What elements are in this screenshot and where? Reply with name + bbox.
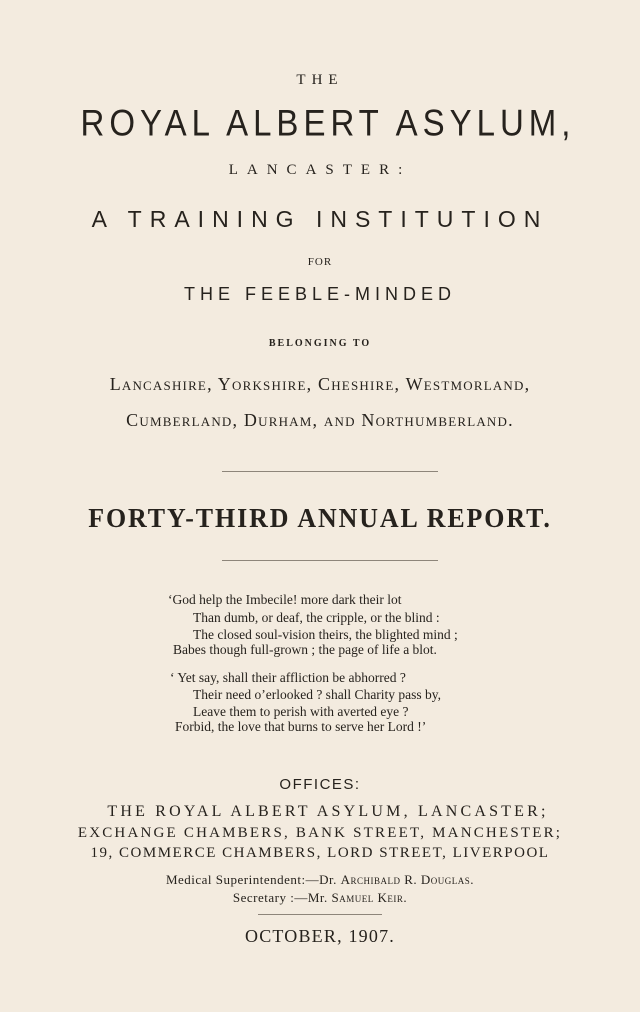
poem-line: Forbid, the love that burns to serve her Lord !’ [175, 719, 427, 734]
secretary-name: Samuel Keir. [331, 890, 408, 905]
asylum-location: LANCASTER: [228, 162, 412, 178]
office-address-1: THE ROYAL ALBERT ASYLUM, LANCASTER; [107, 803, 549, 820]
for-text: FOR [307, 256, 333, 268]
poem-line: Their need o’erlooked ? shall Charity pass by, [193, 687, 442, 702]
title-the: THE [296, 72, 344, 88]
medical-superintendent [0, 872, 640, 888]
asylum-name: ROYAL ALBERT ASYLUM, [80, 101, 576, 144]
report-title: FORTY-THIRD ANNUAL REPORT. [88, 503, 552, 533]
divider-rule [222, 560, 438, 561]
institution-title: A TRAINING INSTITUTION [91, 206, 549, 232]
report-date: OCTOBER, 1907. [245, 926, 395, 946]
poem-line: Leave them to perish with averted eye ? [193, 704, 409, 719]
poem-line: Than dumb, or deaf, the cripple, or the blind : [193, 610, 440, 625]
counties-line-2: Cumberland, Durham, and Northumberland. [126, 410, 514, 430]
counties-line-1: Lancashire, Yorkshire, Cheshire, Westmorland, [109, 374, 531, 394]
office-address-2: EXCHANGE CHAMBERS, BANK STREET, MANCHESTER; [77, 825, 563, 841]
belonging-to-text: BELONGING TO [268, 338, 372, 349]
divider-rule [258, 914, 382, 915]
poem-line: ‘ Yet say, shall their affliction be abhorred ? [170, 670, 406, 685]
secretary-label: Secretary :—Mr. [232, 890, 332, 905]
divider-rule [222, 471, 438, 472]
medical-superintendent-label: Medical Superintendent:—Dr. [165, 872, 341, 887]
poem-line: ‘God help the Imbecile! more dark their lot [168, 592, 402, 607]
feeble-minded-title: THE FEEBLE-MINDED [183, 284, 457, 304]
offices-heading: OFFICES: [279, 776, 361, 793]
poem-line: The closed soul-vision theirs, the blighted mind ; [193, 627, 458, 642]
poem-line: Babes though full-grown ; the page of life a blot. [173, 642, 437, 657]
secretary [0, 890, 640, 906]
office-address-3: 19, COMMERCE CHAMBERS, LORD STREET, LIVERPOOL [90, 845, 550, 861]
medical-superintendent-name: Archibald R. Douglas. [340, 872, 475, 887]
